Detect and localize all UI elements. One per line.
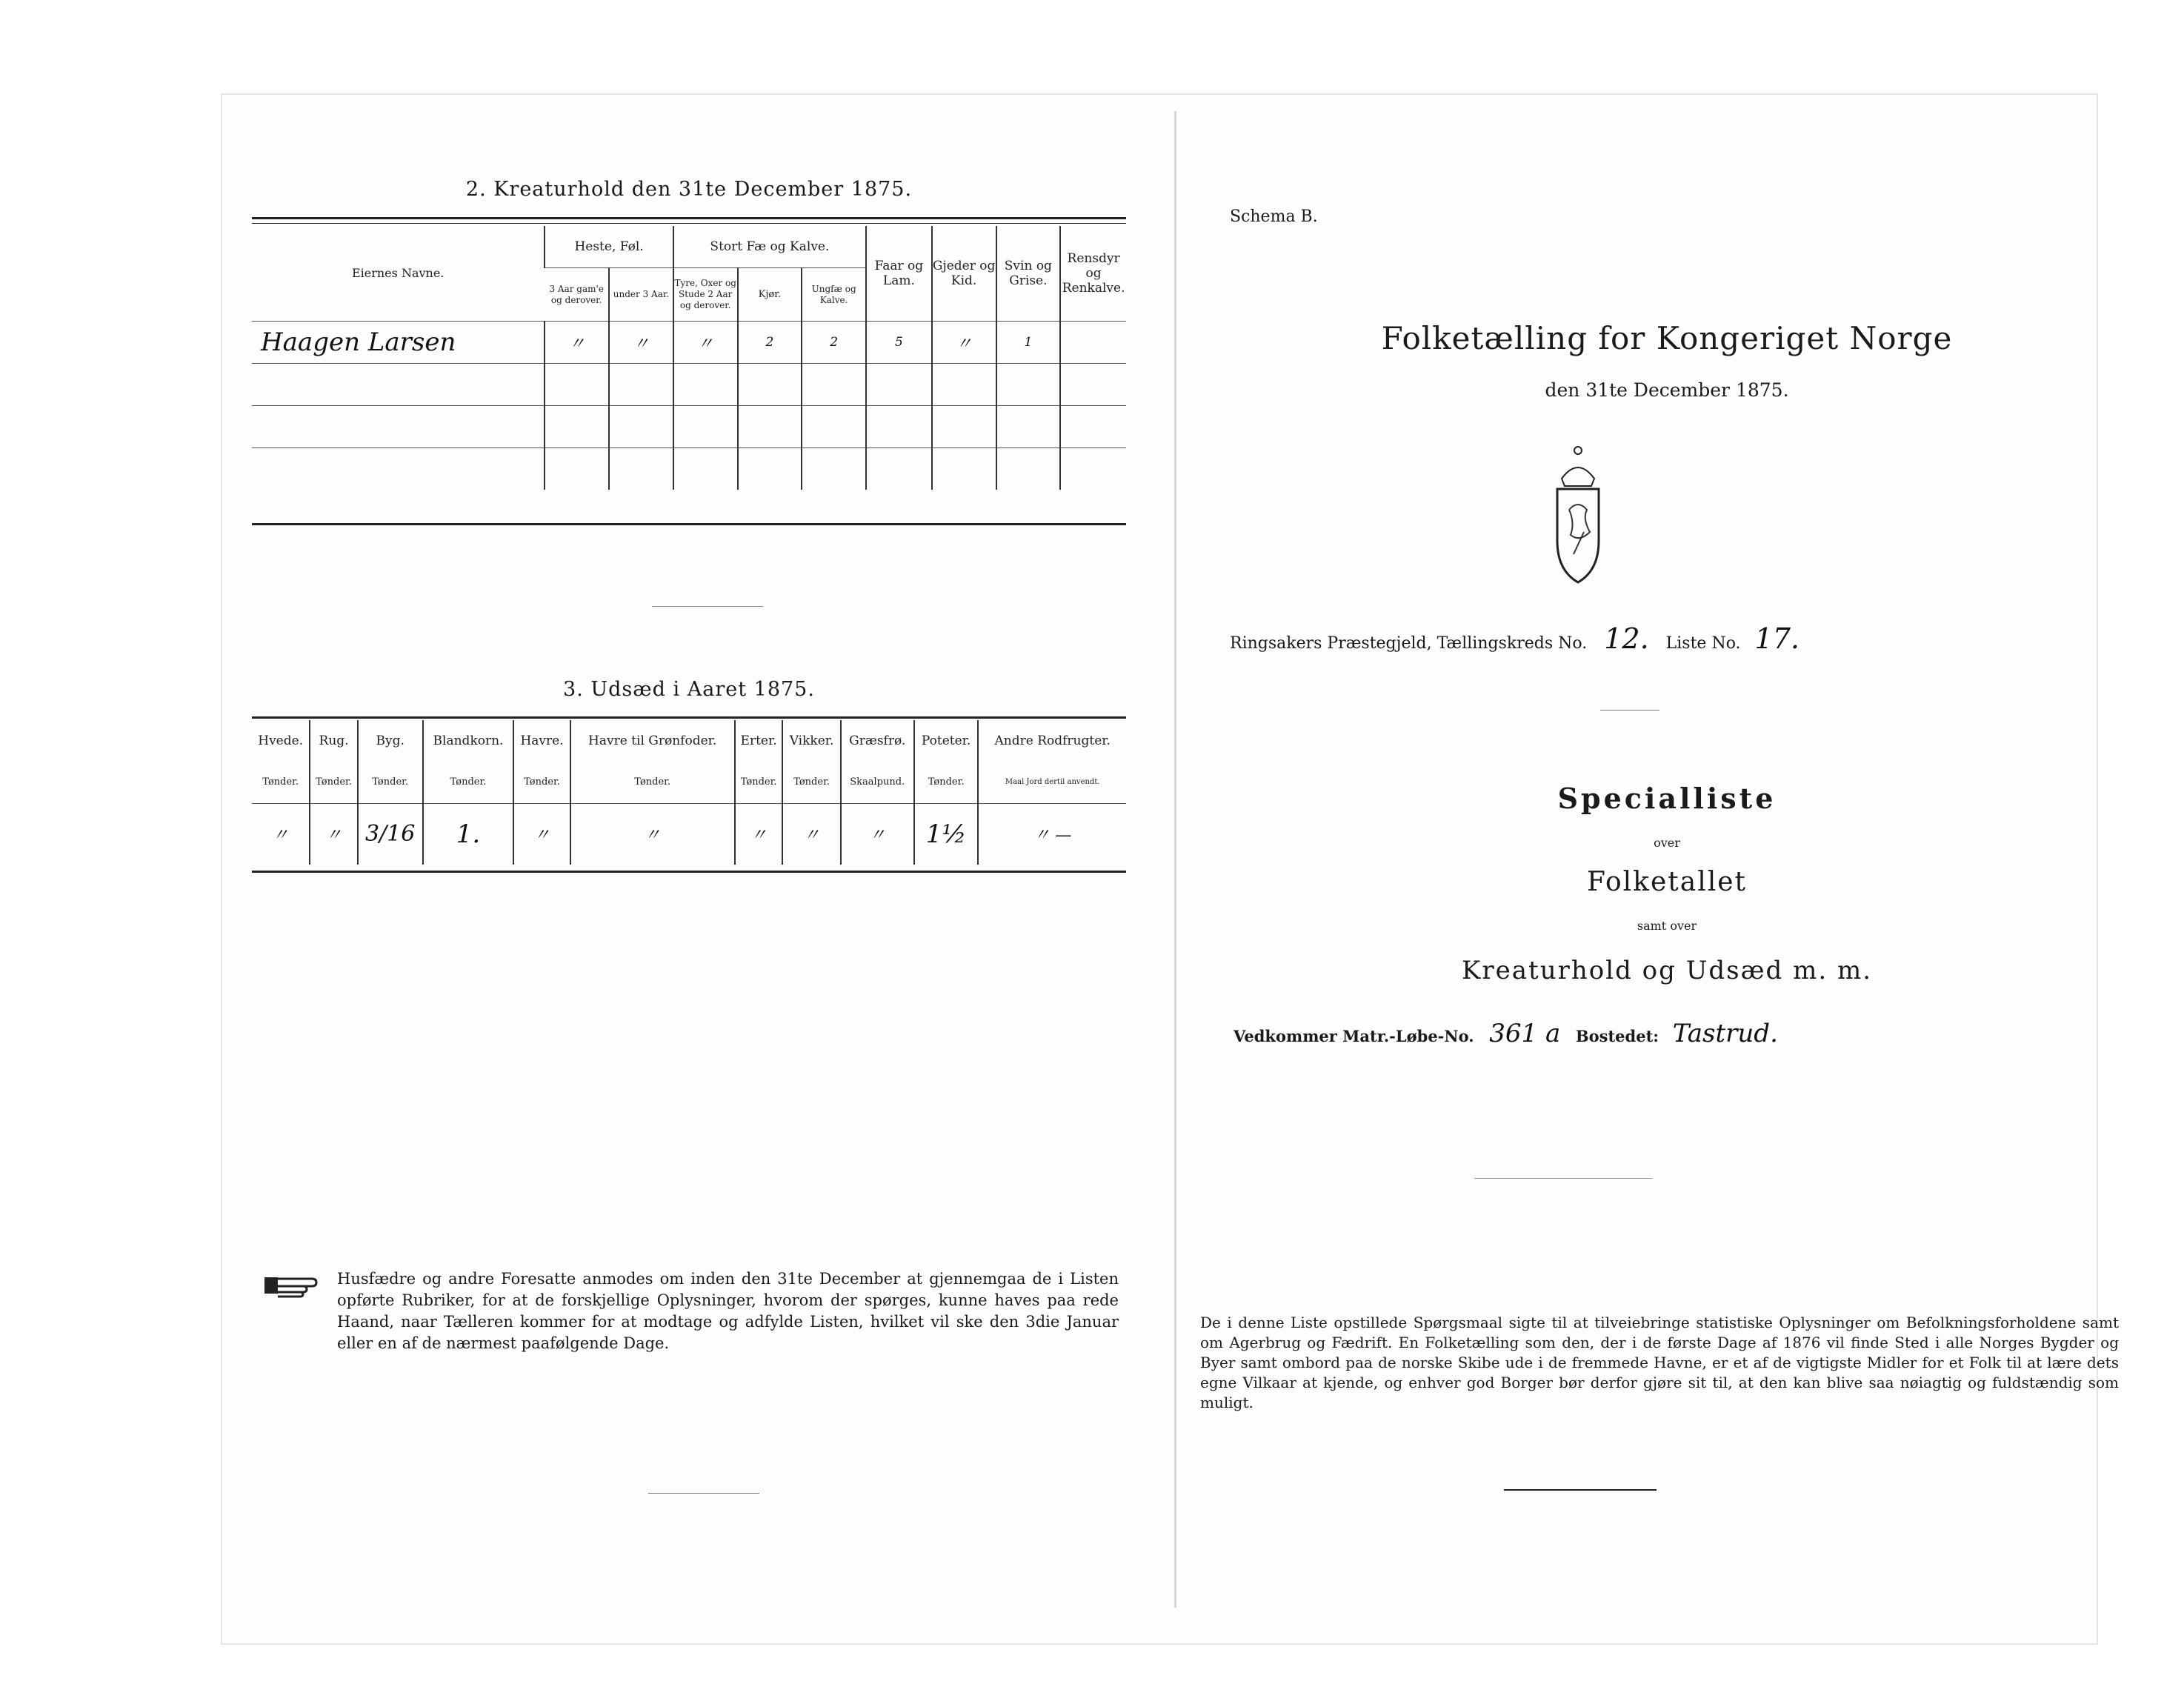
schema-label: Schema B. — [1230, 207, 1318, 226]
cell — [673, 364, 738, 406]
over-label: over — [1654, 836, 1680, 850]
header-havre-gronfoder: Havre til Grønfoder. — [570, 720, 735, 762]
unit-cell: Tønder. — [423, 762, 514, 804]
header-hvede: Hvede. — [258, 733, 304, 748]
cell: 〃 — [932, 322, 996, 364]
unit-cell: Tønder. — [310, 762, 357, 804]
cell: 5 — [866, 322, 932, 364]
heste-under3-header: under 3 Aar. — [609, 268, 673, 322]
cell — [866, 364, 932, 406]
header-blandkorn: Blandkorn. — [423, 720, 514, 762]
cell — [996, 364, 1061, 406]
header-erter: Erter. — [735, 720, 783, 762]
cell — [1060, 448, 1126, 490]
header-graesfro: Græsfrø. — [841, 720, 914, 762]
bosted-value: Tastrud. — [1672, 1019, 1778, 1048]
cell — [545, 448, 609, 490]
faar-header: Faar og Lam. — [866, 226, 932, 322]
cell: 1 — [996, 322, 1061, 364]
header-byg: Byg. — [358, 720, 423, 762]
unit-cell: Tønder. — [513, 762, 570, 804]
unit-cell: Skaalpund. — [841, 762, 914, 804]
liste-number: 17. — [1754, 622, 1800, 655]
unit-cell: Tønder. — [735, 762, 783, 804]
cell — [545, 364, 609, 406]
specialliste-heading: Specialliste — [1557, 782, 1777, 815]
cell — [252, 364, 545, 406]
heste-over3-header: 3 Aar gam'e og derover. — [549, 283, 604, 305]
cell — [252, 406, 545, 448]
cell — [545, 406, 609, 448]
table-row — [252, 448, 1126, 490]
cell — [866, 448, 932, 490]
samt-over-label: samt over — [1637, 919, 1697, 933]
cell: 2 — [738, 322, 802, 364]
divider — [1504, 1489, 1657, 1491]
cell — [932, 448, 996, 490]
cell — [738, 406, 802, 448]
gjeder-header: Gjeder og Kid. — [932, 226, 996, 322]
unit-cell: Tønder. — [262, 776, 299, 788]
page-fold — [1174, 111, 1176, 1608]
unit-cell: Tønder. — [914, 762, 979, 804]
unit-cell: Tønder. — [570, 762, 735, 804]
owner-cell: Haagen Larsen — [252, 322, 545, 364]
liste-label: Liste No. — [1665, 634, 1741, 653]
value-cell: 〃 — [782, 804, 840, 865]
cell: 〃 — [545, 322, 609, 364]
table-row — [252, 364, 1126, 406]
folketallet-heading: Folketallet — [1586, 867, 1748, 897]
divider — [652, 606, 763, 607]
instruction-notice: Husfædre og andre Foresatte anmodes om inden den 31te December at gjennemgaa de i Listen opførte Rubriker, for at de forskjellige Oplysninger, hvorom der spørges, kunne haves paa rede Haand, naar Tælleren kommer for at modtage og adfylde Listen, hvilket vil ske den 3die Januar eller en af de nærmest paafølgende Dage. — [337, 1270, 1119, 1352]
value-cell: 3/16 — [358, 804, 423, 865]
seed-table — [252, 720, 1126, 865]
cell — [1060, 406, 1126, 448]
cell — [738, 364, 802, 406]
cell — [802, 448, 866, 490]
divider — [648, 1493, 759, 1494]
unit-cell: Maal Jord dertil anvendt. — [978, 762, 1126, 804]
section2-top-rule — [252, 217, 1126, 219]
value-cell: 〃 — [252, 804, 310, 865]
cell: 〃 — [673, 322, 738, 364]
bosted-label: Bostedet: — [1575, 1027, 1659, 1045]
cell: 〃 — [609, 322, 673, 364]
kreds-number: 12. — [1604, 622, 1649, 655]
owner-header: Eiernes Navne. — [351, 266, 445, 280]
divider — [1600, 710, 1659, 711]
fae-tyre-header: Tyre, Oxer og Stude 2 Aar og derover. — [673, 268, 738, 322]
value-cell: 〃 — [570, 804, 735, 865]
cell — [609, 364, 673, 406]
section2-title: 2. Kreaturhold den 31te December 1875. — [465, 178, 913, 201]
table-row — [252, 406, 1126, 448]
section3-top-rule — [252, 716, 1126, 719]
cell — [673, 448, 738, 490]
document-subtitle: den 31te December 1875. — [1545, 379, 1789, 401]
fae-ungfae-header: Ungfæ og Kalve. — [802, 268, 866, 322]
section2-top-rule-thin — [252, 223, 1126, 224]
rensdyr-header: Rensdyr og Renkalve. — [1060, 226, 1126, 322]
table-row — [252, 322, 1126, 364]
section3-title: 3. Udsæd i Aaret 1875. — [563, 678, 815, 701]
header-vikker: Vikker. — [782, 720, 840, 762]
cell — [609, 448, 673, 490]
cell — [996, 406, 1061, 448]
value-cell: 〃 — [310, 804, 357, 865]
cell — [609, 406, 673, 448]
cell — [252, 448, 545, 490]
cell — [932, 364, 996, 406]
kreaturhold-heading: Kreaturhold og Udsæd m. m. — [1461, 956, 1872, 985]
cell — [673, 406, 738, 448]
header-rug: Rug. — [310, 720, 357, 762]
matrikkel-line — [1234, 1019, 2123, 1048]
svin-header: Svin og Grise. — [996, 226, 1061, 322]
cell — [738, 448, 802, 490]
divider — [1474, 1178, 1652, 1179]
cell — [1060, 322, 1126, 364]
header-rodfrugter: Andre Rodfrugter. — [978, 720, 1126, 762]
section2-bottom-rule — [252, 523, 1126, 525]
value-cell: 〃 — [735, 804, 783, 865]
value-cell: 1. — [423, 804, 514, 865]
cell — [1060, 364, 1126, 406]
parish-line — [1230, 622, 2119, 655]
value-cell: 〃 — [513, 804, 570, 865]
matr-number: 361 a — [1489, 1019, 1561, 1048]
livestock-table — [252, 226, 1126, 490]
cell — [932, 406, 996, 448]
matr-label: Vedkommer Matr.-Løbe-No. — [1234, 1027, 1474, 1045]
cell: 2 — [802, 322, 866, 364]
norwegian-lion-crest-icon — [1548, 443, 1608, 587]
cell — [802, 406, 866, 448]
header-havre: Havre. — [513, 720, 570, 762]
value-cell: 〃 — — [978, 804, 1126, 865]
fae-kjor-header: Kjør. — [738, 268, 802, 322]
footer-explanation: De i denne Liste opstillede Spørgsmaal sigte til at tilveiebringe statistiske Oplysninger om Befolkningsforholdene samt om Agerbrug og Fædrift. En Folketælling som den, der i de første Dage af 1876 vil finde Sted i alle Norges Bygder og Byer samt ombord paa de norske Skibe ude i de fremmede Havne, er et af de vigtigste Midler for et Folk til at lære dets egne Vilkaar at kjende, og enhver god Borger bør derfor gjøre sit til, at den kan blive saa nøiagtig og fuldstændig som muligt. — [1200, 1314, 2119, 1411]
heste-header: Heste, Føl. — [545, 226, 673, 268]
value-cell: 1½ — [914, 804, 979, 865]
document-title: Folketælling for Kongeriget Norge — [1381, 320, 1953, 356]
value-cell: 〃 — [841, 804, 914, 865]
unit-cell: Tønder. — [782, 762, 840, 804]
header-poteter: Poteter. — [914, 720, 979, 762]
unit-cell: Tønder. — [358, 762, 423, 804]
stort-fae-header: Stort Fæ og Kalve. — [673, 226, 866, 268]
cell — [996, 448, 1061, 490]
section3-bottom-rule — [252, 871, 1126, 873]
parish-prefix: Ringsakers Præstegjeld, Tællingskreds No. — [1230, 634, 1588, 653]
cell — [866, 406, 932, 448]
pointing-hand-icon — [263, 1267, 327, 1308]
cell — [802, 364, 866, 406]
table-row — [252, 804, 1126, 865]
